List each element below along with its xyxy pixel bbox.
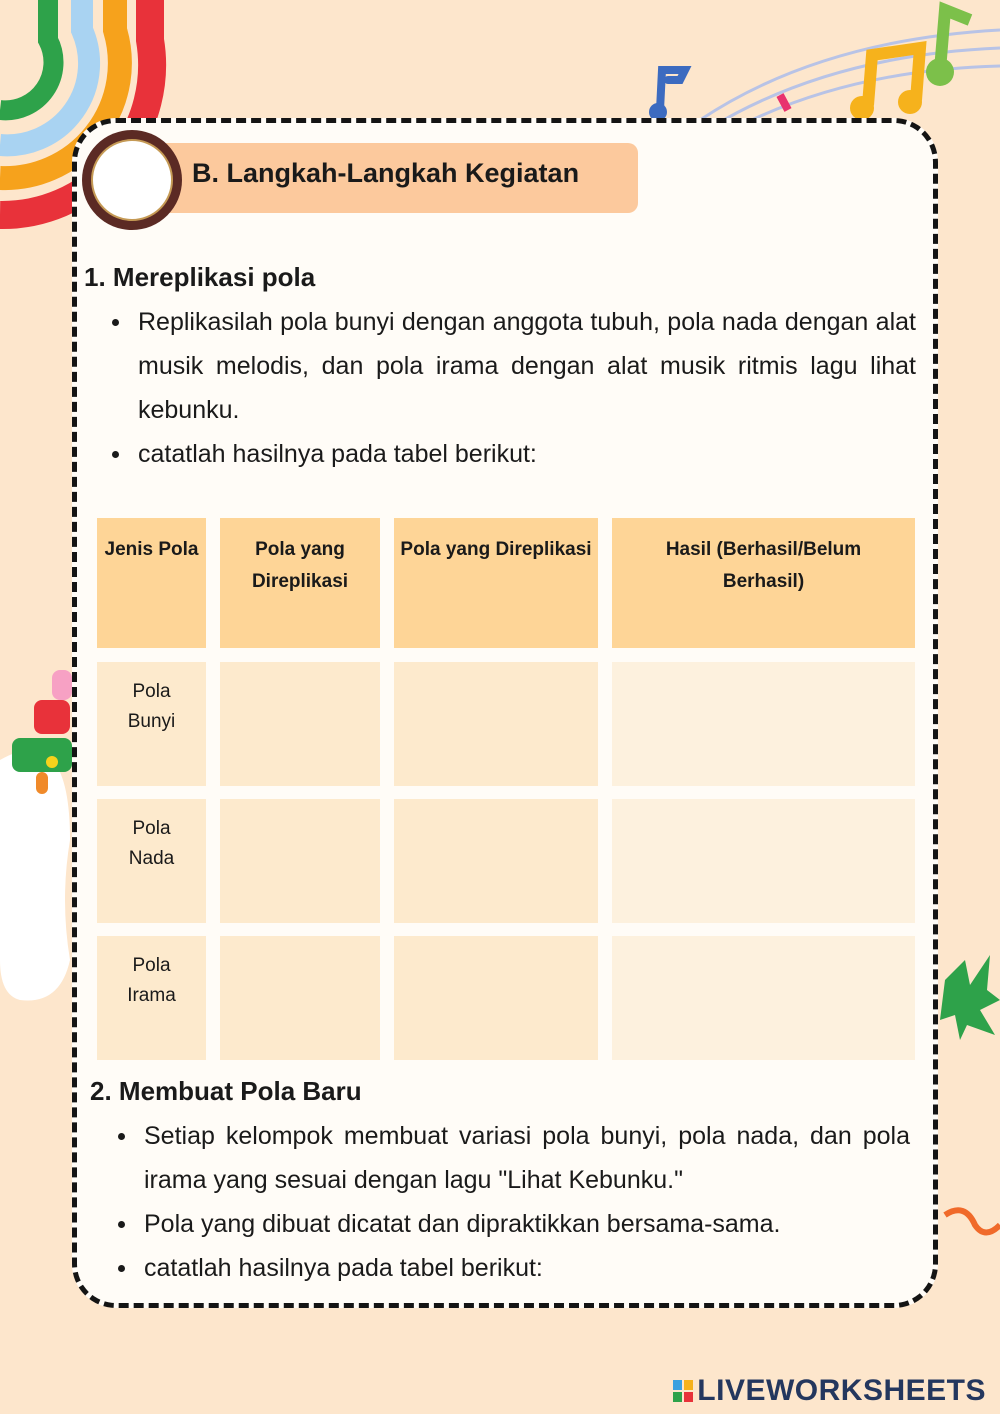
table-cell-irama-replikasi-1[interactable] — [220, 936, 380, 1060]
music-notes-decoration — [640, 0, 1000, 130]
left-flower-decoration — [0, 660, 80, 1010]
table-header-jenis-pola: Jenis Pola — [97, 518, 206, 648]
table-cell-irama-hasil[interactable] — [612, 936, 915, 1060]
table-cell-nada-replikasi-1[interactable] — [220, 799, 380, 923]
part2-bullet: Pola yang dibuat dicatat dan dipraktikkan bersama-sama. — [116, 1202, 910, 1246]
table-header-hasil: Hasil (Berhasil/Belum Berhasil) — [612, 518, 915, 648]
part1-heading: 1. Mereplikasi pola — [84, 262, 316, 292]
table-header-pola-direplikasi-2: Pola yang Direplikasi — [394, 518, 598, 648]
part2-bullet-list — [116, 1114, 910, 1290]
right-leaf-decoration — [935, 940, 1000, 1250]
table-row-label-nada — [97, 799, 206, 923]
section-title: B. Langkah-Langkah Kegiatan — [192, 158, 580, 188]
table-cell-bunyi-hasil[interactable] — [612, 662, 915, 786]
table-cell-bunyi-replikasi-2[interactable] — [394, 662, 598, 786]
liveworksheets-brand: LIVEWORKSHEETS — [697, 1374, 986, 1407]
part1-bullet: Replikasilah pola bunyi dengan anggota tubuh, pola nada dengan alat musik melodis, dan pola irama dengan alat musik ritmis lagu lihat kebunku. — [110, 300, 916, 432]
part1-bullet: catatlah hasilnya pada tabel berikut: — [110, 432, 916, 476]
table-row-label-irama — [97, 936, 206, 1060]
row-label-text: Pola Nada — [128, 818, 175, 869]
table-cell-irama-replikasi-2[interactable] — [394, 936, 598, 1060]
part2-bullet: Setiap kelompok membuat variasi pola bunyi, pola nada, dan pola irama yang sesuai dengan lagu "Lihat Kebunku." — [116, 1114, 910, 1202]
table-cell-bunyi-replikasi-1[interactable] — [220, 662, 380, 786]
part1-bullet-list — [110, 300, 916, 476]
liveworksheets-logo — [673, 1374, 986, 1408]
row-label-text: Pola Irama — [127, 955, 176, 1006]
table-header-pola-direplikasi-1: Pola yang Direplikasi — [220, 518, 380, 648]
row-label-text: Pola Bunyi — [127, 681, 176, 732]
table-cell-nada-replikasi-2[interactable] — [394, 799, 598, 923]
section-badge — [82, 130, 182, 230]
liveworksheets-icon — [673, 1380, 693, 1402]
table-cell-nada-hasil[interactable] — [612, 799, 915, 923]
part2-heading: 2. Membuat Pola Baru — [90, 1076, 362, 1106]
part2-bullet: catatlah hasilnya pada tabel berikut: — [116, 1246, 910, 1290]
table-row-label-bunyi — [97, 662, 206, 786]
